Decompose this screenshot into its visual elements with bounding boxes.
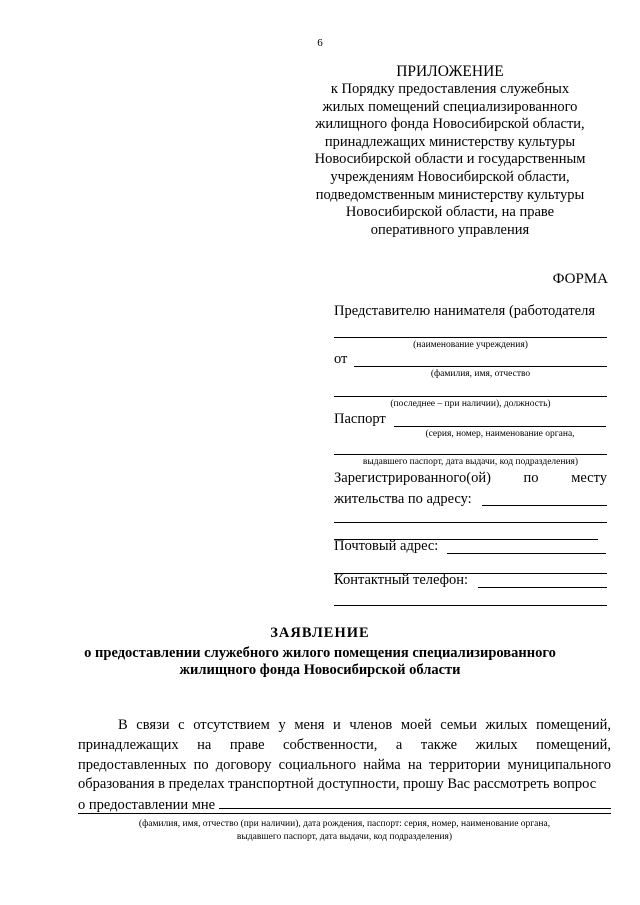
passport-caption-2: выдавшего паспорт, дата выдачи, код подразделения) <box>362 457 579 467</box>
passport-label: Паспорт <box>334 411 386 427</box>
phone-line-1[interactable] <box>478 587 607 588</box>
statement-subtitle-line: жилищного фонда Новосибирской области <box>179 662 461 678</box>
appendix-line: оперативного управления <box>370 221 530 238</box>
institution-line[interactable] <box>334 337 607 338</box>
phone-line-2[interactable] <box>334 605 607 606</box>
registered-word: месту <box>571 470 607 486</box>
appendix-line: жилищного фонда Новосибирской области, <box>315 116 585 133</box>
request-fill-line-2[interactable] <box>78 813 611 814</box>
appendix-line: к Порядку предоставления служебных <box>330 81 570 97</box>
phone-label: Контактный телефон: <box>334 572 469 588</box>
registered-word: Зарегистрированного(ой) <box>334 470 491 486</box>
appendix-line: Новосибирской области и государственным <box>314 151 586 168</box>
appendix-block <box>300 62 600 239</box>
appendix-line: Новосибирской области, на праве <box>345 204 555 221</box>
appendix-heading: ПРИЛОЖЕНИЕ <box>396 63 504 80</box>
address-line-1[interactable] <box>482 505 607 506</box>
statement-title-block <box>0 625 640 680</box>
registered-word: по <box>523 470 539 486</box>
address-line-2[interactable] <box>334 522 607 523</box>
statement-title: ЗАЯВЛЕНИЕ <box>270 625 370 641</box>
statement-paragraph: В связи с отсутствием у меня и членов моей семьи жилых помещений, принадлежащих на праве собственности, а также жилых помещений, предоставленных по договору социального найма на территории муниципального образования в пределах транспортной доступности, прошу Вас рассмотреть вопрос <box>78 717 611 793</box>
patronymic-caption: (последнее – при наличии), должность) <box>390 399 551 409</box>
registered-line-1 <box>334 470 607 487</box>
recipient-label: Представителю нанимателя (работодателя <box>334 303 595 319</box>
statement-body <box>78 716 611 816</box>
passport-line-2[interactable] <box>334 454 607 455</box>
name-caption: (фамилия, имя, отчество <box>430 369 531 379</box>
request-fill-line[interactable] <box>219 795 611 809</box>
institution-caption: (наименование учреждения) <box>413 340 528 350</box>
applicant-caption <box>78 818 611 844</box>
applicant-caption-line: выдавшего паспорт, дата выдачи, код подразделения) <box>236 832 453 842</box>
postal-label: Почтовый адрес: <box>334 538 439 554</box>
passport-line[interactable] <box>394 426 606 427</box>
appendix-line: учреждениям Новосибирской области, <box>330 168 570 185</box>
name-line[interactable] <box>354 366 607 367</box>
request-label: о предоставлении мне <box>78 797 216 814</box>
appendix-line: жилых помещений специализированного <box>322 98 578 115</box>
appendix-line: подведомственным министерству культуры <box>315 186 585 203</box>
statement-subtitle-line: о предоставлении служебного жилого помещения специализированного <box>84 644 556 661</box>
applicant-caption-line: (фамилия, имя, отчество (при наличии), дата рождения, паспорт: серия, номер, наименование органа, <box>138 819 551 829</box>
postal-line-1[interactable] <box>447 553 606 554</box>
appendix-line: принадлежащих министерству культуры <box>324 133 576 150</box>
form-label: ФОРМА <box>552 271 608 287</box>
from-label: от <box>334 351 348 367</box>
page-number: 6 <box>317 37 323 49</box>
passport-caption-1: (серия, номер, наименование органа, <box>425 429 575 439</box>
registered-label: жительства по адресу: <box>334 491 472 507</box>
position-line[interactable] <box>334 396 607 397</box>
